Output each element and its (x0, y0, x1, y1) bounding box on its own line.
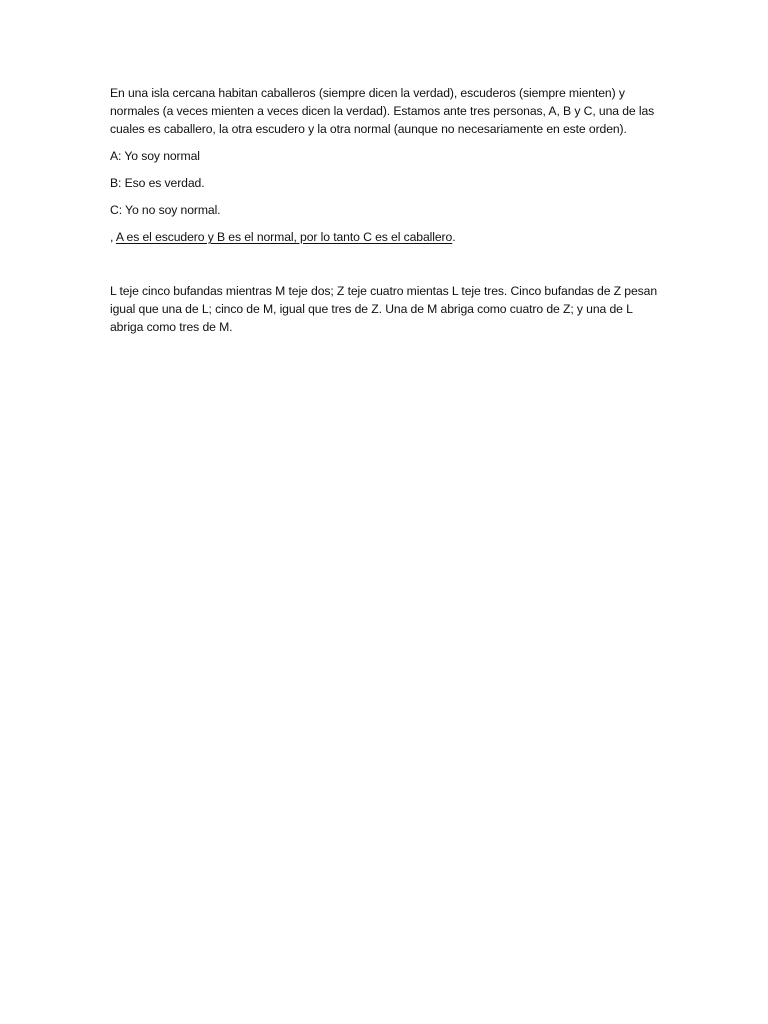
document-body (110, 84, 662, 345)
answer-suffix: . (452, 230, 456, 244)
answer-prefix: , (110, 230, 116, 244)
answer-text: A es el escudero y B es el normal, por lo tanto C es el caballero (115, 230, 453, 244)
problem1-intro: En una isla cercana habitan caballeros (siempre dicen la verdad), escuderos (siempre mienten) y normales (a veces mienten a veces dicen la verdad). Estamos ante tres personas, A, B y C, una de las cuales es caballero, la otra escudero y la otra normal (aunque no necesariamente en este orden). (110, 86, 655, 136)
statement-b: B: Eso es verdad. (110, 176, 205, 190)
statement-c: C: Yo no soy normal. (110, 203, 221, 217)
answer-line (110, 228, 662, 246)
statement-a: A: Yo soy normal (110, 149, 200, 163)
problem2-text: L teje cinco bufandas mientras M teje dos; Z teje cuatro mientas L teje tres. Cinco bufandas de Z pesan igual que una de L; cinco de M, igual que tres de Z. Una de M abriga como cuatro de Z; y una de L abriga como tres de M. (110, 284, 658, 334)
